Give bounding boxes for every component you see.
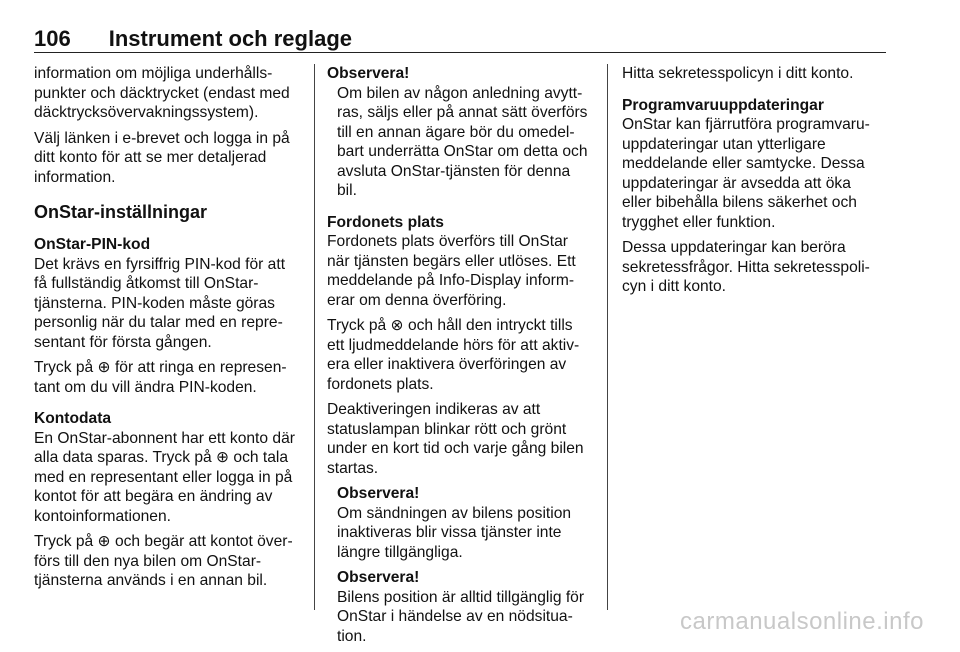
page-header: [34, 22, 886, 53]
paragraph-account-transfer: Tryck på ⊕ och begär att kontot överförs till den nya bilen om OnStar-tjänsterna används i en annan bil.: [34, 533, 293, 589]
note-title: Observera!: [337, 485, 420, 502]
column-middle: [327, 64, 593, 652]
paragraph-privacy-policy: Hitta sekretesspolicyn i ditt konto.: [622, 65, 854, 82]
paragraph-pin-code: Det krävs en fyrsiffrig PIN-kod för att få fullständig åtkomst till OnStar-tjänsterna. PIN-koden måste göras personlig när du talar med en representant för första gången.: [34, 255, 286, 351]
column-divider-2: [607, 64, 608, 610]
heading-software-updates: Programvaruuppdateringar: [622, 96, 824, 114]
note-text-sale: Om bilen av någon anledning avyttras, säljs eller på annat sätt överförs till en annan ägare bör du omedelbart underrätta OnStar om detta och avsluta OnStar-tjänsten för denna bil.: [337, 84, 588, 199]
paragraph-software-updates: OnStar kan fjärrutföra programvaruuppdateringar utan ytterligare meddelande eller samtycke. Dessa uppdateringar är avsedda att öka eller bibehålla bilens säkerhet och trygghet eller funktion.: [622, 116, 870, 231]
paragraph-email-link: Välj länken i e-brevet och logga in på ditt konto för att se mer detaljerad information.: [34, 129, 290, 186]
column-left: [34, 64, 300, 597]
paragraph-account-data: En OnStar-abonnent har ett konto där alla data sparas. Tryck på ⊕ och tala med en representant eller logga in på kontot för att begära en ändring av kontoinformationen.: [34, 429, 295, 525]
heading-account-data: Kontodata: [34, 410, 112, 427]
paragraph-change-pin: Tryck på ⊕ för att ringa en representant om du vill ändra PIN-koden.: [34, 359, 287, 396]
note-text-emergency: Bilens position är alltid tillgänglig för OnStar i händelse av en nödsituation.: [337, 588, 585, 645]
column-right: [622, 64, 884, 303]
heading-pin-code: OnStar-PIN-kod: [34, 236, 151, 253]
page-title: Instrument och reglage: [108, 26, 352, 51]
paragraph-updates-privacy: Dessa uppdateringar kan beröra sekretessfrågor. Hitta sekretesspolicyn i ditt konto.: [622, 239, 870, 295]
heading-vehicle-location: Fordonets plats: [327, 213, 444, 231]
page-number: 106: [34, 26, 71, 51]
paragraph-maintenance: information om möjliga underhållspunkter och däcktrycket (endast med däcktrycksövervakningssystem).: [34, 65, 290, 121]
note-text-position-disabled: Om sändningen av bilens position inaktiveras blir vissa tjänster inte längre tillgängliga.: [337, 504, 572, 561]
paragraph-deactivation: Deaktiveringen indikeras av att statuslampan blinkar rött och grönt under en kort tid och varje gång bilen startas.: [327, 401, 584, 477]
column-divider-1: [314, 64, 315, 610]
note-title: Observera!: [337, 569, 420, 586]
note-title: Observera!: [327, 65, 410, 82]
heading-onstar-settings: OnStar-inställningar: [34, 202, 208, 222]
paragraph-location-transfer: Fordonets plats överförs till OnStar när tjänsten begärs eller utlöses. Ett meddelande på Info-Display informerar om denna överföring.: [327, 233, 576, 309]
paragraph-location-toggle: Tryck på ⊗ och håll den intryckt tills ett ljudmeddelande hörs för att aktivera eller inaktivera överföringen av fordonets plats.: [327, 317, 580, 393]
watermark: carmanualsonline.info: [680, 608, 924, 635]
